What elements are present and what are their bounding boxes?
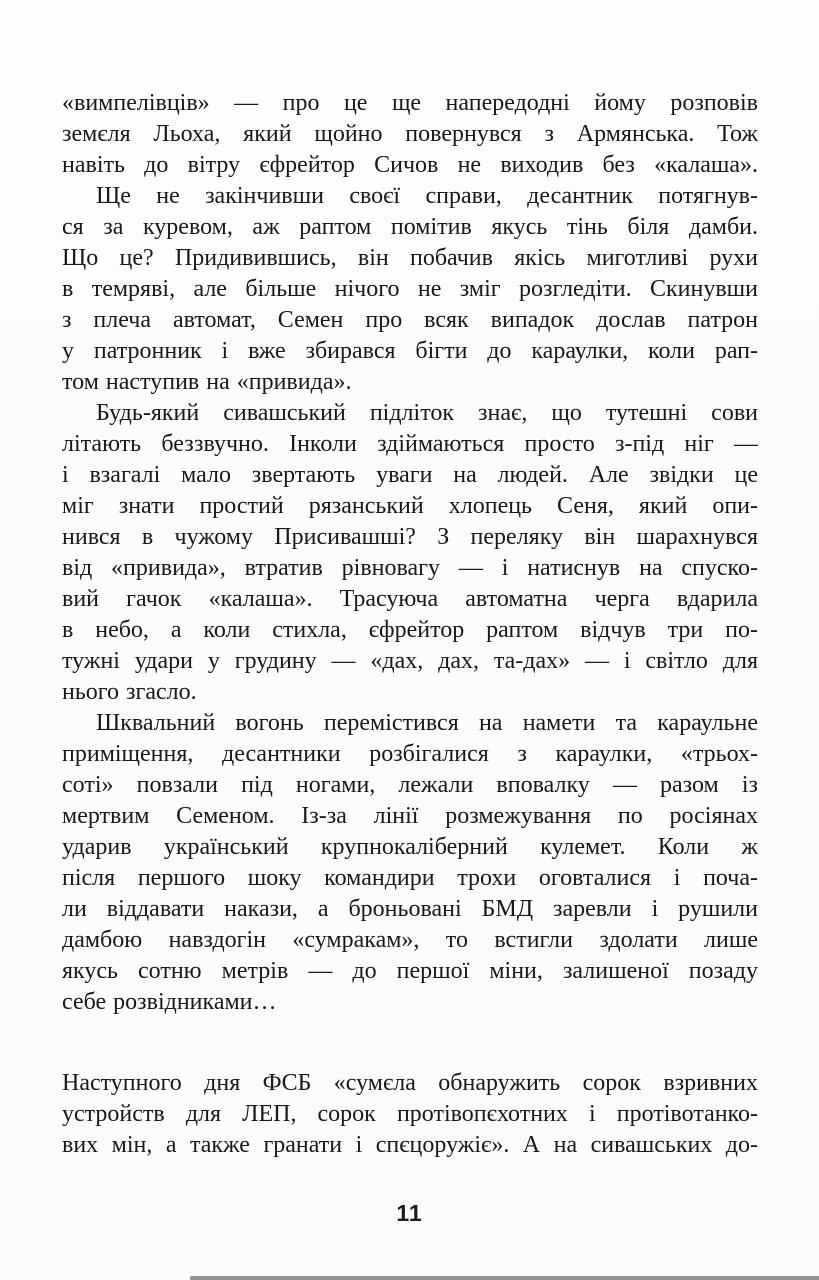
- text-line: приміщення, десантники розбігалися з караулки, «трьох-: [62, 741, 758, 767]
- paragraph: [62, 1068, 758, 1161]
- text-line: ся за куревом, аж раптом помітив якусь тінь біля дамби.: [62, 214, 758, 240]
- text-line: Наступного дня ФСБ «сумєла обнаружить сорок взривних: [62, 1070, 758, 1096]
- text-line: нього згасло.: [62, 679, 197, 705]
- text-line: вих мін, а также гранати і спєцоружіє». А на сивашських до-: [62, 1132, 758, 1158]
- paragraph: [62, 181, 758, 398]
- text-line: тужні удари у грудину — «дах, дах, та-дах» — і світло для: [62, 648, 758, 674]
- text-line: Що це? Придивившись, він побачив якісь миготливі рухи: [62, 245, 758, 271]
- text-line: після першого шоку командири трохи оговталися і поча-: [62, 865, 758, 891]
- text-line: і взагалі мало звертають уваги на людей. Але звідки це: [62, 462, 758, 488]
- text-line: Шквальний вогонь перемістився на намети та караульне: [96, 710, 758, 736]
- text-line: нився в чужому Присивашші? З переляку він шарахнувся: [62, 524, 758, 550]
- text-line: соті» повзали під ногами, лежали вповалку — разом із: [62, 772, 758, 798]
- text-line: том наступив на «привида».: [62, 369, 352, 395]
- text-line: земєля Льоха, який щойно повернувся з Армянська. Тож: [62, 121, 758, 147]
- text-line: Будь-який сивашський підліток знає, що тутешні сови: [96, 400, 758, 426]
- scan-edge-artifact: [190, 1276, 819, 1280]
- text-line: ударив український крупнокаліберний кулемет. Коли ж: [62, 834, 758, 860]
- paragraph: [62, 398, 758, 708]
- text-line: від «привида», втратив рівновагу — і натиснув на спуско-: [62, 555, 758, 581]
- paragraph: [62, 88, 758, 181]
- text-line: дамбою навздогін «сумракам», то встигли здолати лише: [62, 927, 758, 953]
- text-line: з плеча автомат, Семен про всяк випадок дослав патрон: [62, 307, 758, 333]
- text-line: мертвим Семеном. Із-за лінії розмежування по росіянах: [62, 803, 758, 829]
- text-line: у патронник і вже збирався бігти до караулки, коли рап-: [62, 338, 758, 364]
- text-line: в небо, а коли стихла, єфрейтор раптом відчув три по-: [62, 617, 758, 643]
- text-line: навіть до вітру єфрейтор Сичов не виходив без «калаша».: [62, 152, 758, 178]
- text-line: «вимпелівців» — про це ще напередодні йому розповів: [62, 90, 758, 116]
- text-line: в темряві, але більше нічого не зміг розгледіти. Скинувши: [62, 276, 758, 302]
- text-line: ли віддавати накази, а броньовані БМД заревли і рушили: [62, 896, 758, 922]
- page-number: 11: [396, 1200, 423, 1226]
- text-line: вий гачок «калаша». Трасуюча автоматна черга вдарила: [62, 586, 758, 612]
- paragraph: [62, 708, 758, 1018]
- text-line: Ще не закінчивши своєї справи, десантник потягнув-: [96, 183, 758, 209]
- text-line: устройств для ЛЕП, сорок протівопєхотних і протівотанко-: [62, 1101, 758, 1127]
- text-line: себе розвідниками…: [62, 989, 277, 1015]
- text-line: міг знати простий рязанський хлопець Сеня, який опи-: [62, 493, 758, 519]
- text-block: [62, 88, 758, 1161]
- text-line: літають беззвучно. Інколи здіймаються просто з-під ніг —: [62, 431, 758, 457]
- text-line: якусь сотню метрів — до першої міни, залишеної позаду: [62, 958, 758, 984]
